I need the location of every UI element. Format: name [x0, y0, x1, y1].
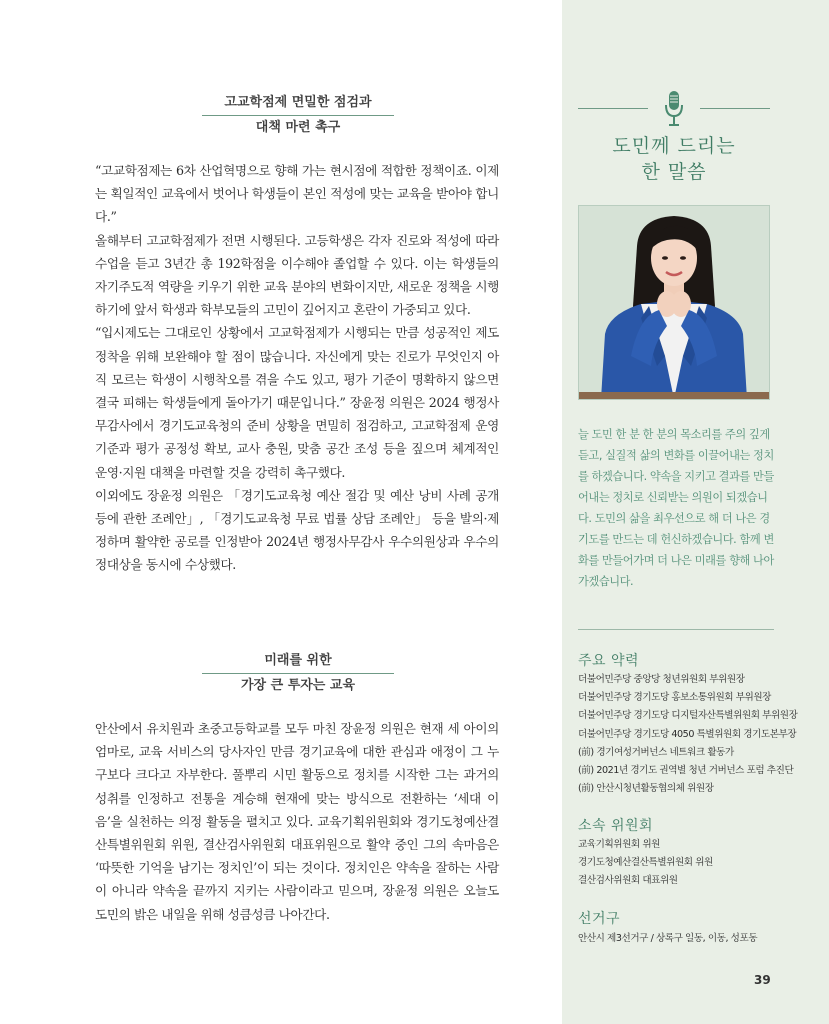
sidebar [562, 0, 829, 1024]
section1-paragraph: 올해부터 고교학점제가 전면 시행된다. 고등학생은 각자 진로와 적성에 따라 수업을 듣고 3년간 총 192학점을 이수해야 졸업할 수 있다. 이는 학생들의 자기주도적 역량을 키우기 위한 교육 분야의 변화이지만, 새로운 정책을 시행하기에 앞서 학생과 학부모들의 고민이 깊어지고 혼란이 가중되고 있다. [95, 232, 499, 318]
career-item: (前) 안산시청년활동협의체 위원장 [578, 783, 714, 795]
frame-corner [578, 205, 589, 216]
portrait-photo [578, 205, 770, 400]
ornament-line-right [700, 108, 770, 109]
sidebar-quote: 늘 도민 한 분 한 분의 목소리를 주의 깊게 듣고, 실질적 삶의 변화를 이끌어내는 정치를 하겠습니다. 약속을 지키고 결과를 만들어내는 정치로 신뢰받는 의원이 되겠습니다. 도민의 삶을 최우선으로 해 더 나은 경기도를 만드는 데 헌신하겠습니다. 함께 변화를 만들어가며 더 나은 미래를 향해 나아가겠습니다. [578, 428, 774, 588]
section1-heading [200, 92, 396, 139]
frame-corner [759, 205, 770, 216]
committee-item: 교육기획위원회 위원 [578, 839, 660, 850]
section1-title-line1: 고교학점제 면밀한 점검과 [224, 95, 372, 110]
section1-body [95, 159, 499, 577]
portrait-illustration [579, 206, 769, 399]
ornament-line-left [578, 108, 648, 109]
committee-item: 경기도청예산결산특별위원회 위원 [578, 857, 713, 869]
committee-list [578, 836, 808, 891]
section1-paragraph: “고교학점제는 6차 산업혁명으로 향해 가는 현시점에 적합한 정책이죠. 이제는 획일적인 교육에서 벗어나 학생들이 본인 적성에 맞는 교육을 받아야 합니다.” [95, 163, 499, 225]
district-list [578, 930, 808, 948]
sidebar-title-line2: 한 말씀 [641, 161, 707, 183]
district-heading: 선거구 [578, 911, 621, 927]
section2-heading [200, 650, 396, 697]
committee-heading: 소속 위원회 [578, 818, 654, 834]
section1-title-line2: 대책 마련 촉구 [255, 120, 341, 135]
career-item: 더불어민주당 경기도당 홍보소통위원회 부위원장 [578, 692, 771, 704]
career-item: 더불어민주당 경기도당 디지털자산특별위원회 부위원장 [578, 710, 798, 722]
sidebar-divider [578, 629, 774, 630]
district-item: 안산시 제3선거구 / 상록구 일동, 이동, 성포동 [578, 933, 758, 944]
career-heading: 주요 약력 [578, 653, 640, 669]
committee-item: 결산검사위원회 대표위원 [578, 875, 678, 887]
career-item: (前) 경기여성거버넌스 네트워크 활동가 [578, 746, 734, 758]
section2-body [95, 717, 499, 926]
career-item: 더불어민주당 중앙당 청년위원회 부위원장 [578, 674, 745, 685]
section2-paragraph: 안산에서 유치원과 초중고등학교를 모두 마친 장윤정 의원은 현재 세 아이의 엄마로, 교육 서비스의 당사자인 만큼 경기교육에 대한 관심과 애정이 그 누구보다 크다고 자부한다. 풀뿌리 시민 활동으로 정치를 시작한 그는 과거의 성취를 인정하고 전통을 계승해 현재에 맞는 방식으로 전환하는 ‘세대 이음’을 실천하는 의정 활동을 펼치고 있다. 교육기획위원회와 경기도청예산결산특별위원회 위원, 결산검사위원회 대표위원으로 활약 중인 그의 속마음은 ‘따뜻한 기억을 남기는 정치인’이 되는 것이다. 정치인은 약속을 잘하는 사람이 아니라 약속을 끝까지 지키는 사람이라고 믿으며, 장윤정 의원은 오늘도 도민의 밝은 내일을 위해 성큼성큼 나아간다. [95, 721, 499, 922]
sidebar-title [578, 133, 770, 185]
sidebar-header-ornament [578, 90, 770, 130]
section2-title-line2: 가장 큰 투자는 교육 [240, 678, 356, 693]
career-item: 더불어민주당 경기도당 4050 특별위원회 경기도본부장 [578, 728, 797, 740]
section2-title-line1: 미래를 위한 [264, 653, 332, 668]
section1-paragraph: 이외에도 장윤정 의원은 「경기도교육청 예산 절감 및 예산 낭비 사례 공개 등에 관한 조례안」, 「경기도교육청 무료 법률 상담 조례안」 등을 발의·제정하며 활약한 공로를 인정받아 2024년 행정사무감사 우수의원상과 우수의정대상을 동시에 수상했다. [95, 487, 499, 573]
career-item: (前) 2021년 경기도 권역별 청년 거버넌스 포럼 추진단 [578, 765, 794, 777]
microphone-icon [664, 90, 684, 128]
section1-paragraph: “입시제도는 그대로인 상황에서 고교학점제가 시행되는 만큼 성공적인 제도 정착을 위해 보완해야 할 점이 많습니다. 자신에게 맞는 진로가 무엇인지 아직 모르는 학생이 시행착오를 겪을 수도 있고, 평가 기준이 명확하지 않으면 결국 피해는 학생들에게 돌아가기 때문입니다.” 장윤정 의원은 2024 행정사무감사에서 경기도교육청의 준비 상황을 면밀히 점검하고, 고교학점제 운영 기준과 평가 공정성 확보, 교사 충원, 맞춤 공간 조성 등을 짚으며 체계적인 운영·지원 대책을 마련할 것을 강력히 촉구했다. [95, 325, 499, 480]
sidebar-title-line1: 도민께 드리는 [612, 135, 736, 157]
career-list [578, 671, 808, 798]
page-number: 39 [754, 973, 771, 987]
